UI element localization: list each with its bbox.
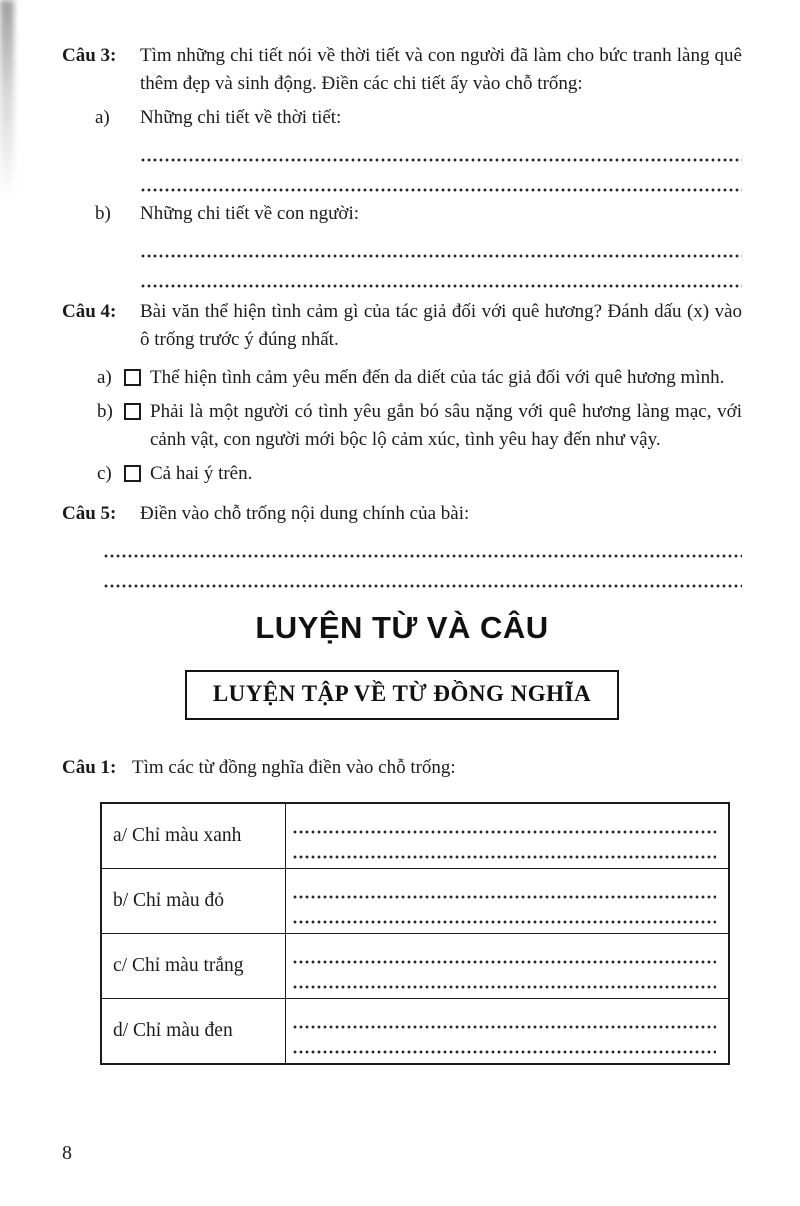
checkbox-option-b[interactable] xyxy=(124,403,141,420)
row-blanks[interactable] xyxy=(285,869,729,934)
question-4-option-b xyxy=(97,398,742,454)
option-c-text: Cả hai ý trên. xyxy=(150,463,253,484)
checkbox-option-c[interactable] xyxy=(124,465,141,482)
table-row xyxy=(101,934,729,999)
scan-artifact-shadow xyxy=(0,0,14,200)
item-a-text: Những chi tiết về thời tiết: xyxy=(140,107,342,128)
row-label-trang: c/ Chỉ màu trắng xyxy=(101,934,285,999)
section-title: LUYỆN TỪ VÀ CÂU xyxy=(255,610,549,645)
option-a-label: a) xyxy=(97,367,112,388)
question-5-label: Câu 5: xyxy=(62,503,117,524)
question-4-option-c xyxy=(97,460,742,488)
table-row xyxy=(101,999,729,1065)
question-5 xyxy=(62,500,742,528)
row-blanks[interactable] xyxy=(285,934,729,999)
fill-in-blank-line[interactable] xyxy=(292,964,717,989)
exercise-1 xyxy=(62,754,742,782)
row-label-den: d/ Chỉ màu đen xyxy=(101,999,285,1065)
question-3-item-b xyxy=(95,200,742,228)
fill-in-blank-line[interactable] xyxy=(292,809,717,834)
page-number: 8 xyxy=(62,1142,72,1164)
synonyms-table xyxy=(100,802,730,1065)
checkbox-option-a[interactable] xyxy=(124,369,141,386)
item-a-label: a) xyxy=(95,107,110,128)
question-3 xyxy=(62,42,742,98)
item-b-text: Những chi tiết về con người: xyxy=(140,203,360,224)
exercise-1-text: Tìm các từ đồng nghĩa điền vào chỗ trống: xyxy=(132,757,456,778)
fill-in-blank-line[interactable] xyxy=(292,939,717,964)
fill-in-blank-line[interactable] xyxy=(292,874,717,899)
item-b-label: b) xyxy=(95,203,111,224)
lesson-title-box: LUYỆN TẬP VỀ TỪ ĐỒNG NGHĨA xyxy=(185,670,619,720)
fill-in-blank-line[interactable] xyxy=(103,528,742,558)
question-4-label: Câu 4: xyxy=(62,301,117,322)
row-blanks[interactable] xyxy=(285,803,729,869)
question-3-item-a xyxy=(95,104,742,132)
question-3-label: Câu 3: xyxy=(62,45,117,66)
option-a-text: Thể hiện tình cảm yêu mến đến da diết của tác giả đối với quê hương mình. xyxy=(150,367,725,388)
row-blanks[interactable] xyxy=(285,999,729,1065)
fill-in-blank-line[interactable] xyxy=(292,1004,717,1029)
question-4-option-a xyxy=(97,364,742,392)
option-b-text: Phải là một người có tình yêu gắn bó sâu nặng với quê hương làng mạc, với cảnh vật, con người mới bộc lộ cảm xúc, tình yêu hay đến như vậy. xyxy=(150,401,742,450)
question-5-text: Điền vào chỗ trống nội dung chính của bài: xyxy=(140,503,470,524)
fill-in-blank-line[interactable] xyxy=(140,228,742,258)
lesson-title-wrap xyxy=(62,670,742,720)
fill-in-blank-line[interactable] xyxy=(103,558,742,588)
fill-in-blank-line[interactable] xyxy=(292,834,717,859)
fill-in-blank-line[interactable] xyxy=(292,899,717,924)
table-row xyxy=(101,869,729,934)
fill-in-blank-line[interactable] xyxy=(140,132,742,162)
fill-in-blank-line[interactable] xyxy=(140,258,742,288)
question-4-text: Bài văn thể hiện tình cảm gì của tác giả đối với quê hương? Đánh dấu (x) vào ô trống trước ý đúng nhất. xyxy=(140,301,742,350)
exercise-1-label: Câu 1: xyxy=(62,757,117,778)
fill-in-blank-line[interactable] xyxy=(140,162,742,192)
option-c-label: c) xyxy=(97,463,112,484)
question-3-text: Tìm những chi tiết nói về thời tiết và con người đã làm cho bức tranh làng quê thêm đẹp và sinh động. Điền các chi tiết ấy vào chỗ trống: xyxy=(140,45,742,94)
row-label-xanh: a/ Chỉ màu xanh xyxy=(101,803,285,869)
row-label-do: b/ Chỉ màu đỏ xyxy=(101,869,285,934)
question-4 xyxy=(62,298,742,354)
table-row xyxy=(101,803,729,869)
fill-in-blank-line[interactable] xyxy=(292,1029,717,1054)
option-b-label: b) xyxy=(97,401,113,422)
